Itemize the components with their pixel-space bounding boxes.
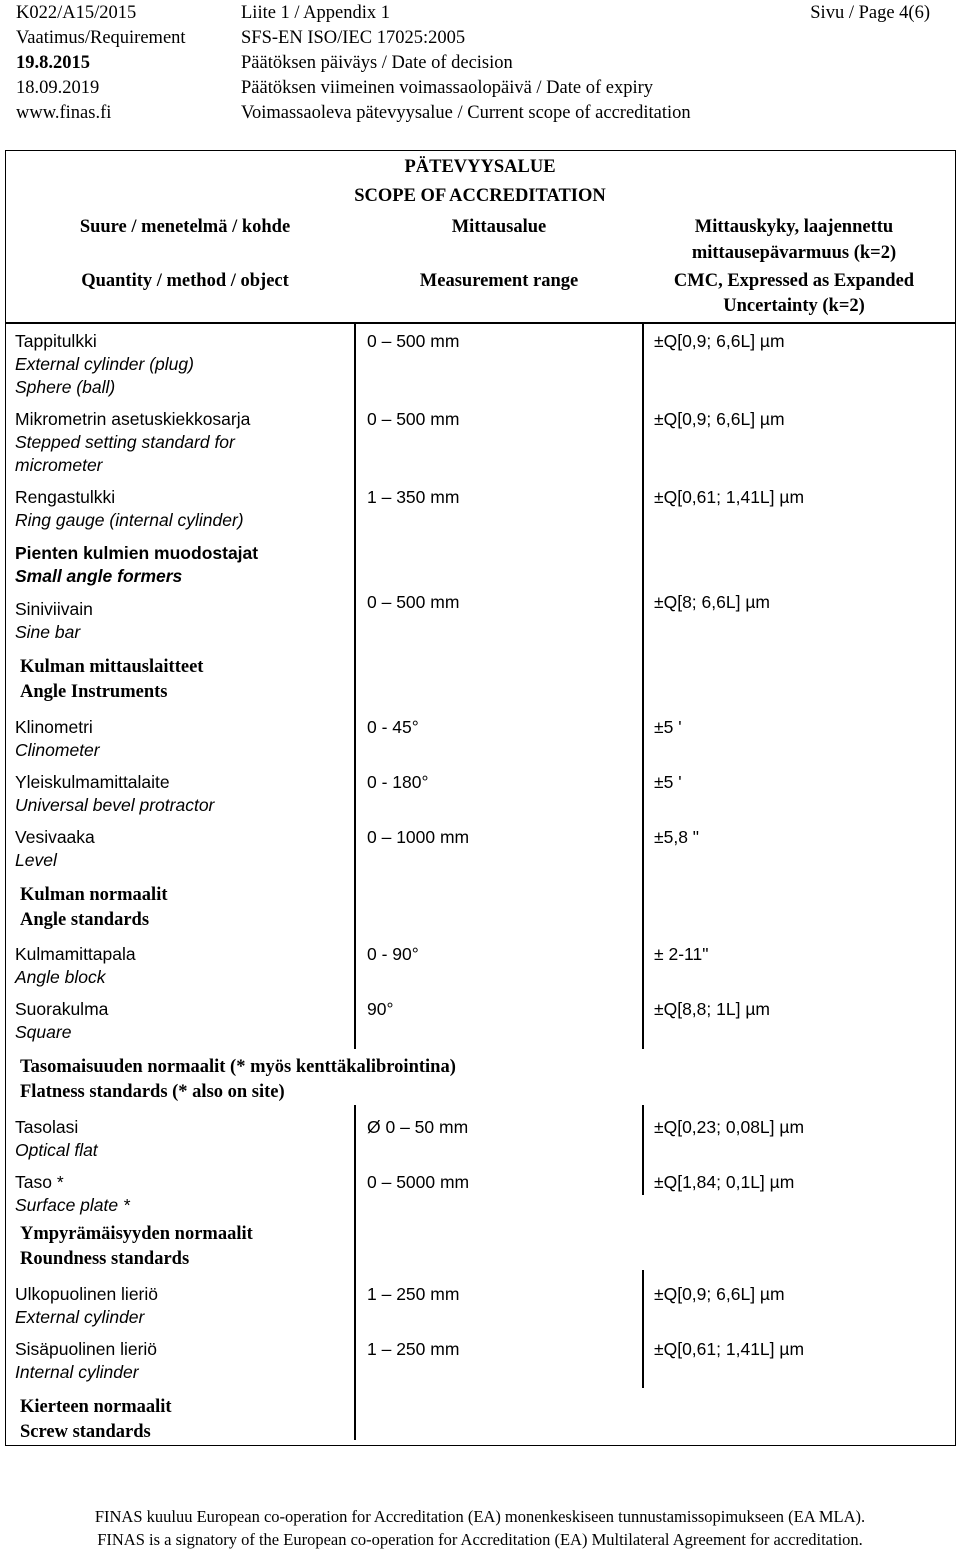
row-cmc: ±Q[8,8; 1L] µm [654, 999, 770, 1019]
section-heading-fi: Kulman normaalit [20, 885, 168, 905]
document-footer [0, 1505, 960, 1551]
row-quantity-en: Square [15, 1022, 72, 1042]
row-cmc: ±Q[8; 6,6L] µm [654, 592, 770, 612]
section-heading-en: Screw standards [20, 1422, 151, 1442]
row-quantity-fi: Taso * [15, 1172, 64, 1192]
row-quantity-fi: Suorakulma [15, 999, 109, 1019]
row-cmc: ±5,8 " [654, 827, 700, 847]
row-quantity-en: Stepped setting standard for [15, 432, 235, 452]
row-quantity-en-2: micrometer [15, 455, 103, 475]
section-heading-en: Roundness standards [20, 1249, 190, 1269]
row-range: 0 – 500 mm [367, 409, 460, 429]
row-range: 0 - 180° [367, 772, 429, 792]
group-heading-fi: Pienten kulmien muodostajat [15, 543, 259, 563]
row-quantity-fi: Sisäpuolinen lieriö [15, 1339, 158, 1359]
footer-line-fi: FINAS kuuluu European co-operation for Accreditation (EA) monenkeskiseen tunnustamissopimukseen (EA MLA). [94, 1507, 866, 1526]
page-number: Sivu / Page 4(6) [810, 3, 930, 23]
row-range: 0 - 45° [367, 717, 419, 737]
row-cmc: ±Q[0,23; 0,08L] µm [654, 1117, 805, 1137]
expiry-date: 18.09.2019 [16, 78, 100, 98]
row-cmc: ±Q[0,61; 1,41L] µm [654, 487, 805, 507]
row-range: 90° [367, 999, 394, 1019]
table-title-fi: PÄTEVYYSALUE [404, 157, 556, 177]
row-range: 1 – 250 mm [367, 1284, 460, 1304]
row-quantity-fi: Tasolasi [15, 1117, 79, 1137]
section-heading-fi: Kierteen normaalit [20, 1397, 172, 1417]
header-row-1 [0, 0, 960, 26]
row-quantity-en: External cylinder [15, 1307, 145, 1327]
website-link[interactable]: www.finas.fi [16, 103, 112, 123]
row-quantity-fi: Klinometri [15, 717, 93, 737]
row-quantity-fi: Mikrometrin asetuskiekkosarja [15, 409, 251, 429]
row-quantity-en-2: Sphere (ball) [15, 377, 116, 397]
document-header [0, 0, 960, 130]
row-cmc: ±5 ' [654, 772, 682, 792]
row-cmc: ±Q[1,84; 0,1L] µm [654, 1172, 795, 1192]
row-quantity-fi: Ulkopuolinen lieriö [15, 1284, 158, 1304]
header-row-2 [0, 25, 960, 51]
table-title-en: SCOPE OF ACCREDITATION [354, 186, 606, 206]
row-cmc: ±Q[0,9; 6,6L] µm [654, 1284, 785, 1304]
column-divider-1 [354, 323, 356, 1049]
row-quantity-fi: Vesivaaka [15, 827, 95, 847]
column-divider-2 [642, 323, 644, 1049]
row-quantity-en: Internal cylinder [15, 1362, 139, 1382]
col-header-quantity-en: Quantity / method / object [81, 271, 289, 291]
row-quantity-fi: Yleiskulmamittalaite [15, 772, 170, 792]
group-heading-en: Small angle formers [15, 566, 183, 586]
row-quantity-en: Ring gauge (internal cylinder) [15, 510, 244, 530]
row-range: 1 – 250 mm [367, 1339, 460, 1359]
row-cmc: ±Q[0,9; 6,6L] µm [654, 331, 785, 351]
column-divider-2b [642, 1105, 644, 1195]
row-range: 0 – 5000 mm [367, 1172, 470, 1192]
row-quantity-en: External cylinder (plug) [15, 354, 194, 374]
header-separator [5, 322, 956, 324]
section-heading-en: Angle Instruments [20, 682, 168, 702]
col-header-cmc-en-1: CMC, Expressed as Expanded [673, 271, 915, 291]
row-quantity-fi: Rengastulkki [15, 487, 116, 507]
col-header-cmc-en-2: Uncertainty (k=2) [723, 296, 865, 316]
footer-line-en: FINAS is a signatory of the European co-operation for Accreditation (EA) Multilateral Agreement for accreditation. [97, 1530, 863, 1549]
section-heading-en: Flatness standards (* also on site) [20, 1082, 285, 1102]
col-header-quantity-fi: Suure / menetelmä / kohde [79, 217, 291, 237]
header-row-5 [0, 100, 960, 126]
row-range: Ø 0 – 50 mm [367, 1117, 469, 1137]
row-range: 0 – 500 mm [367, 592, 460, 612]
row-quantity-en: Universal bevel protractor [15, 795, 215, 815]
header-row-3 [0, 50, 960, 76]
row-range: 1 – 350 mm [367, 487, 460, 507]
row-quantity-en: Clinometer [15, 740, 100, 760]
requirement-standard: SFS-EN ISO/IEC 17025:2005 [241, 28, 466, 48]
scope-label: Voimassaoleva pätevyysalue / Current scope of accreditation [241, 103, 691, 123]
decision-date-label: Päätöksen päiväys / Date of decision [241, 53, 513, 73]
section-heading-en: Angle standards [20, 910, 150, 930]
decision-date: 19.8.2015 [16, 53, 90, 73]
appendix-label: Liite 1 / Appendix 1 [241, 3, 391, 23]
column-divider-1b [354, 1105, 356, 1440]
col-header-cmc-fi-1: Mittauskyky, laajennettu [694, 217, 894, 237]
row-quantity-fi: Kulmamittapala [15, 944, 136, 964]
row-quantity-en: Surface plate * [15, 1195, 130, 1215]
column-divider-2c [642, 1270, 644, 1388]
col-header-cmc-fi-2: mittausepävarmuus (k=2) [691, 243, 897, 263]
section-heading-fi: Kulman mittauslaitteet [20, 657, 204, 677]
row-quantity-fi: Tappitulkki [15, 331, 97, 351]
row-range: 0 – 500 mm [367, 331, 460, 351]
col-header-range-fi: Mittausalue [451, 217, 547, 237]
row-quantity-en: Level [15, 850, 57, 870]
row-cmc: ± 2-11" [654, 944, 709, 964]
row-cmc: ±Q[0,61; 1,41L] µm [654, 1339, 805, 1359]
row-quantity-en: Optical flat [15, 1140, 98, 1160]
col-header-range-en: Measurement range [419, 271, 579, 291]
row-quantity-en: Angle block [15, 967, 106, 987]
header-row-4 [0, 75, 960, 101]
document-code: K022/A15/2015 [16, 3, 137, 23]
section-heading-fi: Tasomaisuuden normaalit (* myös kenttäkalibrointina) [20, 1057, 456, 1077]
section-heading-fi: Ympyrämäisyyden normaalit [20, 1224, 253, 1244]
requirement-label: Vaatimus/Requirement [16, 28, 186, 48]
row-range: 0 – 1000 mm [367, 827, 470, 847]
row-cmc: ±Q[0,9; 6,6L] µm [654, 409, 785, 429]
row-range: 0 - 90° [367, 944, 419, 964]
row-cmc: ±5 ' [654, 717, 682, 737]
row-quantity-en: Sine bar [15, 622, 81, 642]
row-quantity-fi: Siniviivain [15, 599, 93, 619]
expiry-date-label: Päätöksen viimeinen voimassaolopäivä / Date of expiry [241, 78, 654, 98]
